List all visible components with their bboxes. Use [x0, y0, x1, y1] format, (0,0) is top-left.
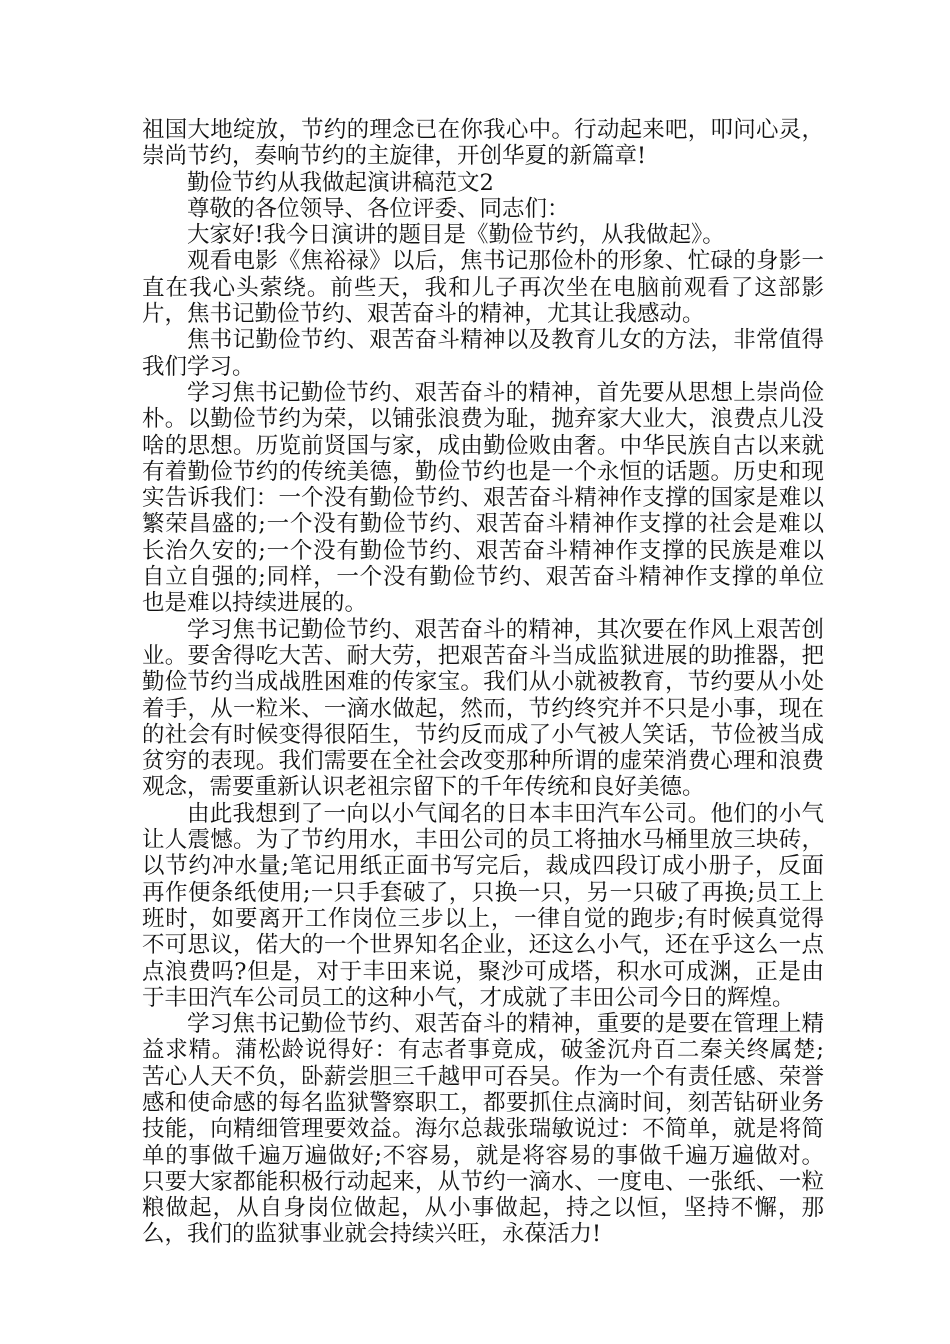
paragraph: 学习焦书记勤俭节约、艰苦奋斗的精神，首先要从思想上崇尚俭朴。以勤俭节约为荣，以铺张浪费为耻，抛弃家大业大，浪费点儿没啥的思想。历览前贤国与家，成由勤俭败由奢。中华民族自古以来就有着勤俭节约的传统美德，勤俭节约也是一个永恒的话题。历史和现实告诉我们：一个没有勤俭节约、艰苦奋斗精神作支撑的国家是难以繁荣昌盛的;一个没有勤俭节约、艰苦奋斗精神作支撑的社会是难以长治久安的;一个没有勤俭节约、艰苦奋斗精神作支撑的民族是难以自立自强的;同样，一个没有勤俭节约、艰苦奋斗精神作支撑的单位也是难以持续进展的。 [142, 379, 824, 617]
salutation: 尊敬的各位领导、各位评委、同志们： [187, 195, 570, 222]
paragraph: 学习焦书记勤俭节约、艰苦奋斗的精神，重要的是要在管理上精益求精。蒲松龄说得好：有志者事竟成，破釜沉舟百二秦关终属楚;苦心人天不负，卧薪尝胆三千越甲可吞吴。作为一个有责任感、荣誉感和使命感的每名监狱警察职工，都要抓住点滴时间，刻苦钻研业务技能，向精细管理要效益。海尔总裁张瑞敏说过：不简单，就是将简单的事做千遍万遍做好;不容易，就是将容易的事做千遍万遍做对。只要大家都能积极行动起来，从节约一滴水、一度电、一张纸、一粒粮做起，从自身岗位做起，从小事做起，持之以恒，坚持不懈，那么，我们的监狱事业就会持续兴旺，永葆活力! [142, 1011, 824, 1248]
paragraph: 由此我想到了一向以小气闻名的日本丰田汽车公司。他们的小气让人震憾。为了节约用水，丰田公司的员工将抽水马桶里放三块砖，以节约冲水量;笔记用纸正面书写完后，裁成四段订成小册子，反面再作便条纸使用;一只手套破了，只换一只，另一只破了再换;员工上班时，如要离开工作岗位三步以上，一律自觉的跑步;有时候真觉得不可思议，偌大的一个世界知名企业，还这么小气，还在乎这么一点点浪费吗?但是，对于丰田来说，聚沙可成塔，积水可成渊，正是由于丰田汽车公司员工的这种小气，才成就了丰田公司今日的辉煌。 [142, 800, 824, 1011]
greeting-line: 大家好!我今日演讲的题目是《勤俭节约，从我做起》。 [187, 222, 725, 249]
speech-title: 勤俭节约从我做起演讲稿范文2 [187, 169, 494, 196]
paragraph-continuation: 祖国大地绽放，节约的理念已在你我心中。行动起来吧，叩问心灵，崇尚节约，奏响节约的主旋律，开创华夏的新篇章! [142, 117, 824, 170]
paragraph: 焦书记勤俭节约、艰苦奋斗精神以及教育儿女的方法，非常值得我们学习。 [142, 327, 824, 380]
paragraph: 观看电影《焦裕禄》以后，焦书记那俭朴的形象、忙碌的身影一直在我心头萦绕。前些天，我和儿子再次坐在电脑前观看了这部影片，焦书记勤俭节约、艰苦奋斗的精神，尤其让我感动。 [142, 248, 824, 328]
document-body [142, 117, 824, 1248]
paragraph: 学习焦书记勤俭节约、艰苦奋斗的精神，其次要在作风上艰苦创业。要舍得吃大苦、耐大劳，把艰苦奋斗当成监狱进展的助推器，把勤俭节约当成战胜困难的传家宝。我们从小就被教育，节约要从小处着手，从一粒米、一滴水做起，然而，节约终究并不只是小事，现在的社会有时候变得很陌生，节约反而成了小气被人笑话，节俭被当成贫穷的表现。我们需要在全社会改变那种所谓的虚荣消费心理和浪费观念，需要重新认识老祖宗留下的千年传统和良好美德。 [142, 616, 824, 801]
